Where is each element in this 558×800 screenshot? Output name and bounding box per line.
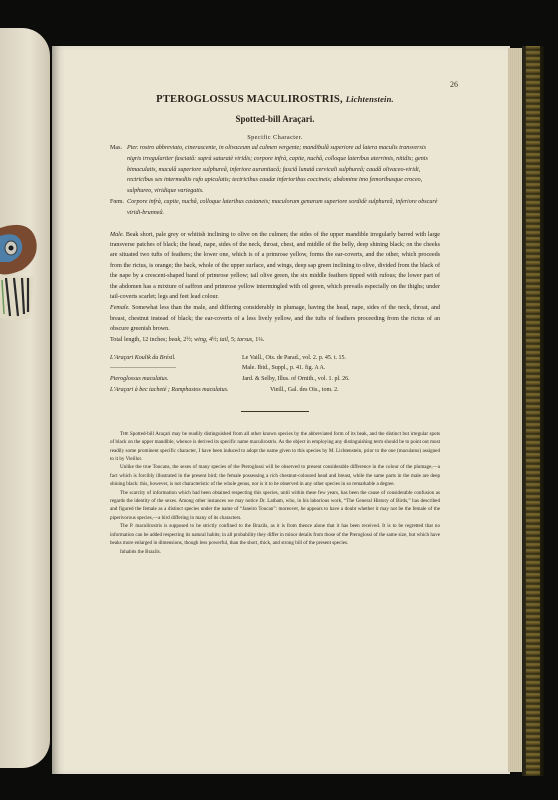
toucan-illustration-fragment [0,218,48,328]
species-name: PTEROGLOSSUS MACULIROSTRIS, [156,94,343,105]
paragraph-text: Spotted-bill Araçari may be readily distinguished from all other known species by the abbreviated form of its beak, and the distinct but irregular spots of black on the upper mandible, whence is derived its specific name maculirostris. As the object in employing any distinguishing term should be to point out most readily some prominent specific character, I have been induced to adopt the name given to this species by M. Lichtenstein, prior to the one (maculatus) assigned to it by Vieillot. [110,430,440,463]
paragraph-text: The scarcity of information which had been obtained respecting this species, until within these few years, has been the cause of considerable confusion as regards the identity of the sexes. Among other instances we may notice Dr. Latham, who, in his laborious work, “The General History of Birds,” has described and figured the female as a distinct species under the name of “Janeiro Toucan”: moreover, he appears to have a doubt whether it may not be the female of the piperivorous species,—a bird differing in many of its characters. [110,489,440,521]
tail-label: tail, [219,336,230,343]
female-description [110,303,440,334]
male-label: Male. [110,231,125,238]
reference-name: L'Araçari Koulik du Brésil. [110,354,176,361]
species-title [110,94,440,105]
reference-row [110,363,440,374]
body-paragraph [110,463,440,488]
reference-citation: Vieill., Gal. des Ois., tom. 2. [270,387,339,394]
female-label: Female. [110,305,130,312]
spec-label: Fœm. [110,198,125,205]
tarsus-label: tarsus, [237,336,254,343]
reference-row [110,385,440,396]
references [110,353,440,396]
paragraph-text: The P. maculirostris is supposed to be strictly confined to the Brazils, as it is from thence alone that it has been received. It is to be regretted that no information can be added respecting its natural habits; in all probability they differ in minor details from those of the Pteroglossi of the same size, but which have beaks more enlarged in dimensions, though less powerful, than the short, thick, and strong bill of the present species. [110,523,440,547]
beak-label: beak, [168,336,182,343]
page-edge [508,48,522,772]
spec-label: Mas. [110,145,123,151]
description [110,230,440,335]
reference-citation: Male. Ibid., Suppl., p. 41. fig. A A. [242,365,326,372]
male-description [110,230,440,303]
spec-text: Pter. rostro abbreviato, cinerascente, in olivaceum ad culmen vergente; mandibulâ superiore ad latera maculis transversis nigris irregulariter fasciatâ: suprà saturatè viridis; corpore infrà, capite, nuchâ, colloque lateribus aterrimis, nitidis; genis bimaculatis, maculâ superiore sulphureâ, inferiore aurantiacâ; fasciâ lunatâ cervicali sulphureâ; caudâ olivaceo-viridi, rectricibus sex intermediis rufo apiculatis; tectricibus caudæ inferioribus coccineis; abdomine imo femoribusque croceo, sulphureo, viridique variegatis. [127,145,428,195]
paragraph-text: Unlike the true Toucans, the sexes of many species of the Pteroglossi will be observed to present considerable difference in the colour of the plumage,—a fact which is forcibly illustrated in the present bird; the female possessing a rich chestnut-coloured head and breast, while the same parts in the male are deep shining black: this, however, is not characteristic of the whole genus, nor is it to be observed in any other species in so remarkable a degree. [110,464,440,488]
paragraph-lead: The [120,430,129,437]
total-length [110,335,440,345]
section-divider [241,411,309,412]
common-name: Spotted-bill Araçari. [235,114,315,124]
binding-ornament [526,46,540,776]
specific-character-heading: Specific Character. [247,134,303,141]
body-paragraph [110,489,440,523]
body-paragraph [110,548,440,556]
book-binding [522,46,544,776]
book-page [52,46,510,774]
reference-name: L'Araçari à bec tacheté ; Ramphastos maculatus. [110,387,229,394]
spec-text: Corpore infrà, capite, nuchâ, colloque lateribus castaneis; maculorum genarum superiore sordidè sulphureâ, inferiore obscurè viridi-brunneâ. [127,198,438,216]
reference-row [110,353,440,364]
total-length-prefix: Total length, 12 inches; [110,336,168,343]
body-text [110,430,440,556]
reference-citation: Jard. & Selby, Illus. of Ornith., vol. 1. pl. 26. [242,376,350,383]
tail-value: 5; [231,336,236,343]
beak-value: 2½; [183,336,193,343]
tarsus-value: 1¼. [255,336,265,343]
body-paragraph [110,522,440,547]
reference-citation: Le Vaill., Ois. de Parad., vol. 2. p. 45. t. 15. [242,354,347,361]
page-content [110,94,440,556]
page-number: 26 [450,80,458,89]
spec-row-female [110,197,440,219]
female-text: Somewhat less than the male, and differing considerably in plumage, having the head, nape, sides of the neck, throat, and breast, chestnut instead of black; the ear-coverts of a less lively yellow, and the tufts of feathers proceeding from the rictus of an obscure greenish brown. [110,305,440,333]
wing-value: 4½; [208,336,219,343]
wing-label: wing, [194,336,208,343]
reference-name: ——————————— [110,365,176,372]
male-text: Beak short, pale grey or whitish inclining to olive on the culmen; the sides of the upper mandible irregularly barred with large transverse patches of black; the head, nape, sides of the neck, throat, chest, and middle of the belly, deep shining black; on the cheeks are situated two tufts of feathers; the lower one, which is of a primrose yellow, forms the ear-coverts, and the other, which proceeds from the rictus, is orange; the back, whole of the upper surface, and wings, deep sap green inclining to olive, divided from the black of the nape by a crescent-shaped band of primrose yellow; tail olive green, the six middle feathers tipped with rufous; the lower part of the abdomen has a mixture of saffron and primrose yellow intermingled with oil green, which prevails especially on the thighs; under tail-coverts scarlet; legs and feet lead colour. [110,231,440,301]
body-paragraph [110,430,440,464]
reference-row [110,374,440,385]
left-facing-page [0,28,50,768]
paragraph-text: Inhabits the Brazils. [120,548,161,555]
reference-name: Pteroglossus maculatus. [110,376,169,383]
species-author: Lichtenstein. [345,94,394,104]
specific-character [110,143,440,219]
spec-row-male [110,143,440,197]
